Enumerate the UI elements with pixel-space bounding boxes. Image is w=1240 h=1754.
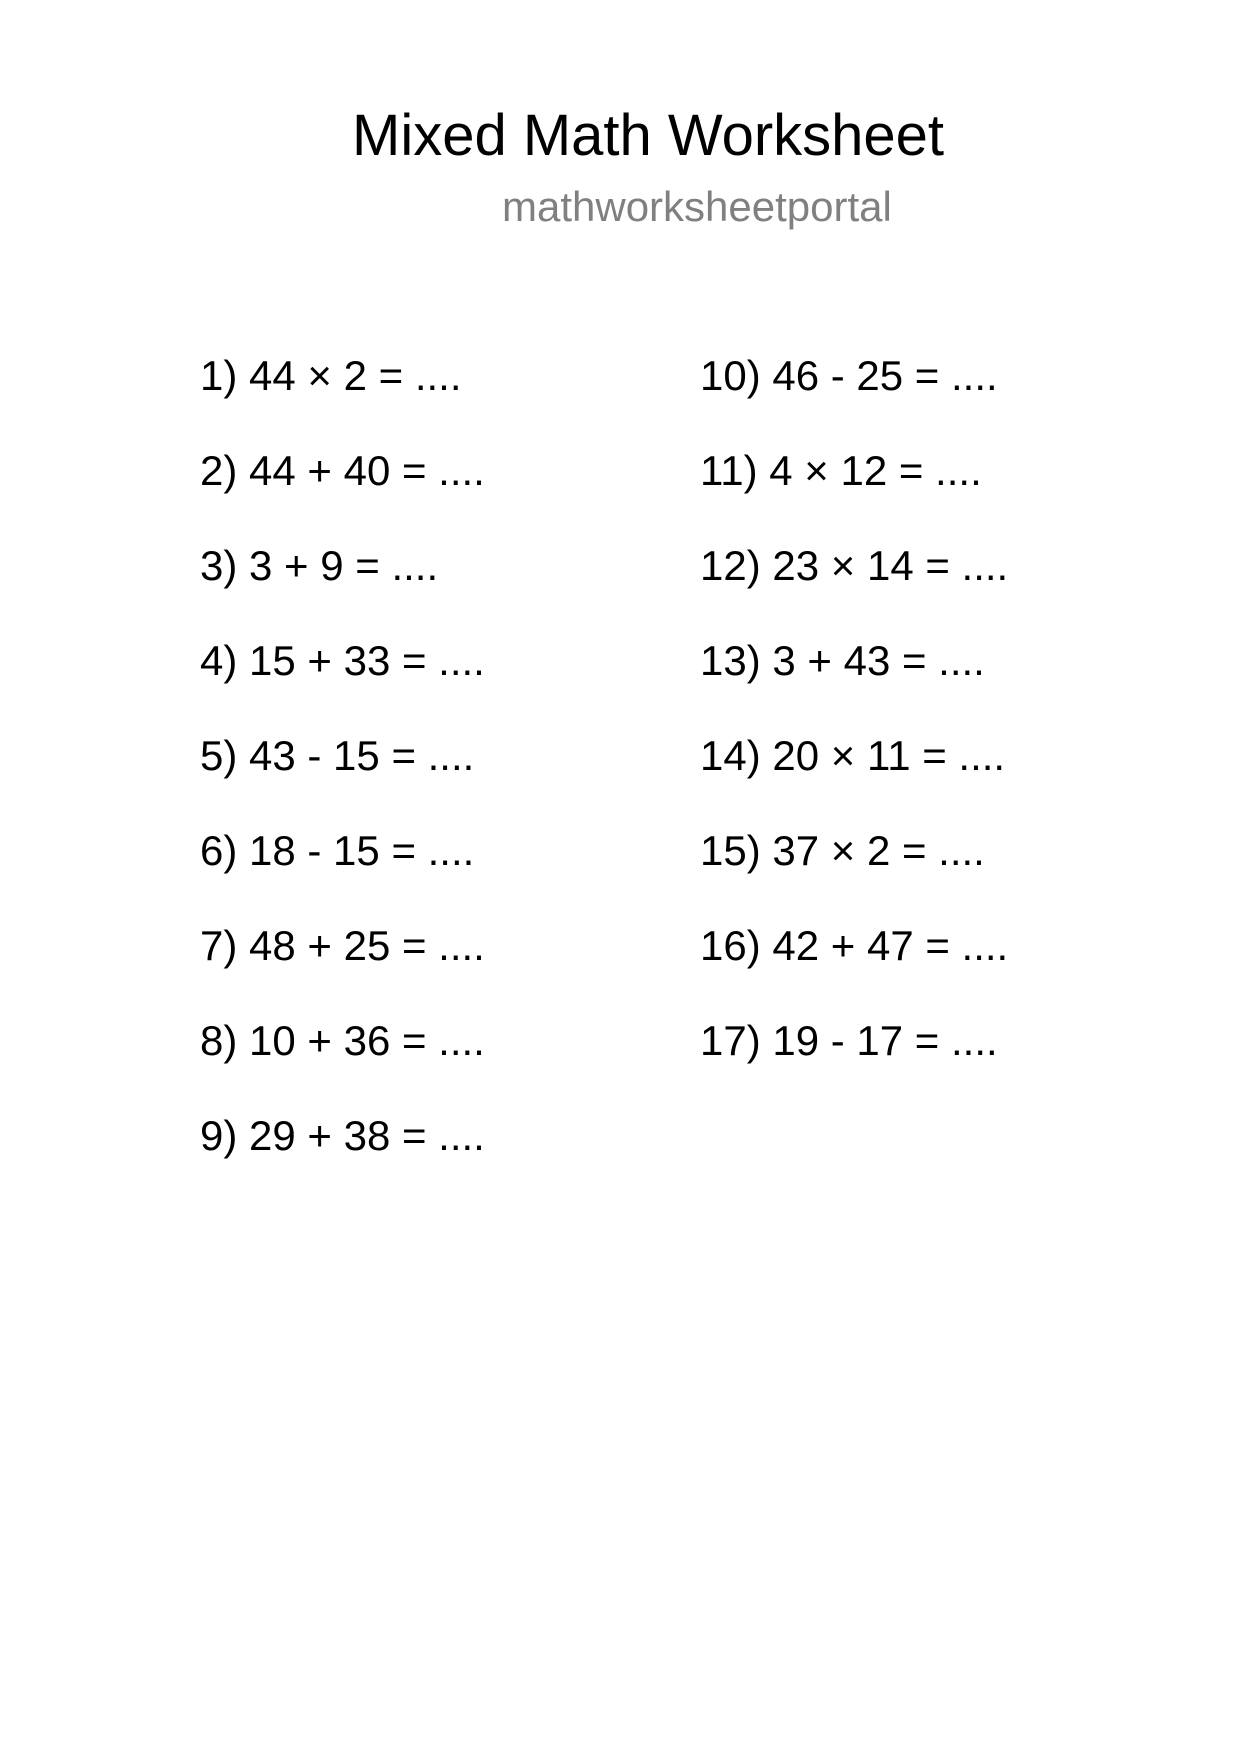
problem-8: 8) 10 + 36 = ....: [200, 1017, 485, 1064]
problem-7: 7) 48 + 25 = ....: [200, 922, 485, 969]
problem-10: 10) 46 - 25 = ....: [700, 352, 998, 399]
problem-12: 12) 23 × 14 = ....: [700, 542, 1009, 589]
problem-9: 9) 29 + 38 = ....: [200, 1112, 485, 1159]
worksheet-subtitle: mathworksheetportal: [502, 183, 892, 230]
problem-5: 5) 43 - 15 = ....: [200, 732, 475, 779]
problem-1: 1) 44 × 2 = ....: [200, 352, 462, 399]
problem-6: 6) 18 - 15 = ....: [200, 827, 475, 874]
worksheet-title: Mixed Math Worksheet: [352, 103, 945, 168]
problem-15: 15) 37 × 2 = ....: [700, 827, 985, 874]
problem-2: 2) 44 + 40 = ....: [200, 447, 485, 494]
problem-16: 16) 42 + 47 = ....: [700, 922, 1009, 969]
problem-17: 17) 19 - 17 = ....: [700, 1017, 998, 1064]
problem-column-left: [200, 350, 485, 1205]
problem-11: 11) 4 × 12 = ....: [700, 447, 982, 494]
problem-3: 3) 3 + 9 = ....: [200, 542, 439, 589]
problem-4: 4) 15 + 33 = ....: [200, 637, 485, 684]
problem-column-right: [700, 350, 1008, 1110]
problem-13: 13) 3 + 43 = ....: [700, 637, 985, 684]
problem-14: 14) 20 × 11 = ....: [700, 732, 1006, 779]
